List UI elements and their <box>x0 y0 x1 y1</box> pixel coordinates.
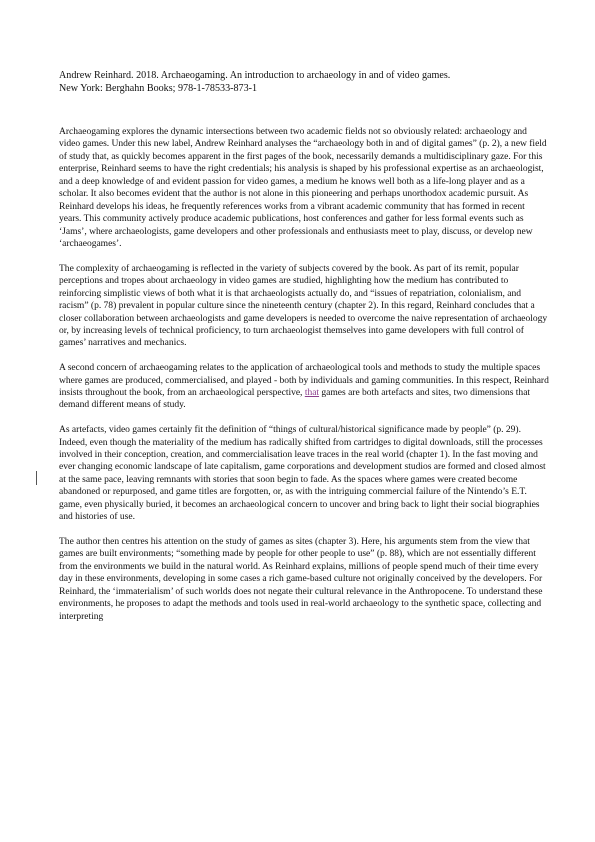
paragraph-2: The complexity of archaeogaming is reflected in the variety of subjects covered by the book. As part of its remit, popular perceptions and tropes about archaeology in video games are studied, highlighting how the medium has contributed to reinforcing simplistic views of both what it is that archaeologists actually do, and “issues of repatriation, colonialism, and racism” (p. 78) prevalent in popular culture since the nineteenth century (chapter 2). In this regard, Reinhard concludes that a closer collaboration between archaeologists and game developers is needed to overcome the naive representation of archaeology or, by increasing levels of technical proficiency, to turn archaeologist themselves into game developers with full control of games’ narratives and mechanics. <box>59 262 548 349</box>
paragraph-4: As artefacts, video games certainly fit the definition of “things of cultural/historical significance made by people” (p. 29). Indeed, even though the materiality of the medium has radically shifted from cartridges to digital downloads, still the processes involved in their conception, creation, and commercialisation leave traces in the real world (chapter 1). In the fast moving and ever changing economic landscape of late capitalism, game corporations and development studios are formed and closed almost at the same pace, leaving remnants with stories that soon begin to fade. As the spaces where games were created become abandoned or repurposed, and game titles are forgotten, or, as with the intriguing commercial failure of the Nintendo’s E.T. game, even physically buried, it becomes an archaeological concern to uncover and bring back to light their social biographies and histories of use. <box>59 424 546 523</box>
paragraph-3-tail: games are both artefacts and sites, two dimensions that demand different means of study. <box>59 386 531 411</box>
citation-line-1: Andrew Reinhard. 2018. Archaeogaming. An introduction to archaeology in and of video games. <box>59 70 451 81</box>
paragraph-3 <box>59 362 549 412</box>
paragraph-3-head: A second concern of archaeogaming relates to the application of archaeological tools and methods to study the multiple spaces where games are produced, commercialised, and played - both by individuals and gaming communities. In this respect, Reinhard insists throughout the book, from an archaeological perspective, <box>59 362 549 398</box>
paragraph-5: The author then centres his attention on the study of games as sites (chapter 3). Here, his arguments stem from the view that games are built environments; “something made by people for other people to use” (p. 88), which are not essentially different from the environments we build in the natural world. As Reinhard explains, millions of people spend much of their time every day in these environments, developing in some cases a rich game-based culture not originally conceived by the developers. For Reinhard, the ‘immaterialism’ of such worlds does not negate their cultural relevance in the Anthropocene. To understand these environments, he proposes to adapt the methods and tools used in real-world archaeology to the synthetic space, collecting and interpreting <box>59 535 543 622</box>
citation-line-2: New York: Berghahn Books; 978-1-78533-873-1 <box>59 82 258 94</box>
review-body <box>59 126 549 635</box>
paragraph-1: Archaeogaming explores the dynamic intersections between two academic fields not so obviously related: archaeology and video games. Under this new label, Andrew Reinhard analyses the “archaeology both in and of digital games” (p. 2), a new field of study that, as quickly becomes apparent in the first pages of the book, necessarily demands a multidisciplinary gaze. For this enterprise, Reinhard seems to have the right credentials; his analysis is shaped by his professional expertise as an archaeologist, and a deep knowledge of and evident passion for video games, a medium he knows well both as a life-long player and as a scholar. It also becomes evident that the author is not alone in this pioneering and perhaps unorthodox academic pursuit. As Reinhard develops his ideas, he frequently references works from a vibrant academic community that has formed in recent years. This community actively produce academic publications, host conferences and gather for less formal events such as ‘Jams’, where archaeologists, game developers and other professionals and enthusiasts meet to play, discuss, or develop new ‘archaeogames’. <box>59 126 547 250</box>
revision-change-bar <box>36 471 37 485</box>
book-citation <box>59 70 549 95</box>
tracked-insertion[interactable]: that <box>304 386 320 398</box>
